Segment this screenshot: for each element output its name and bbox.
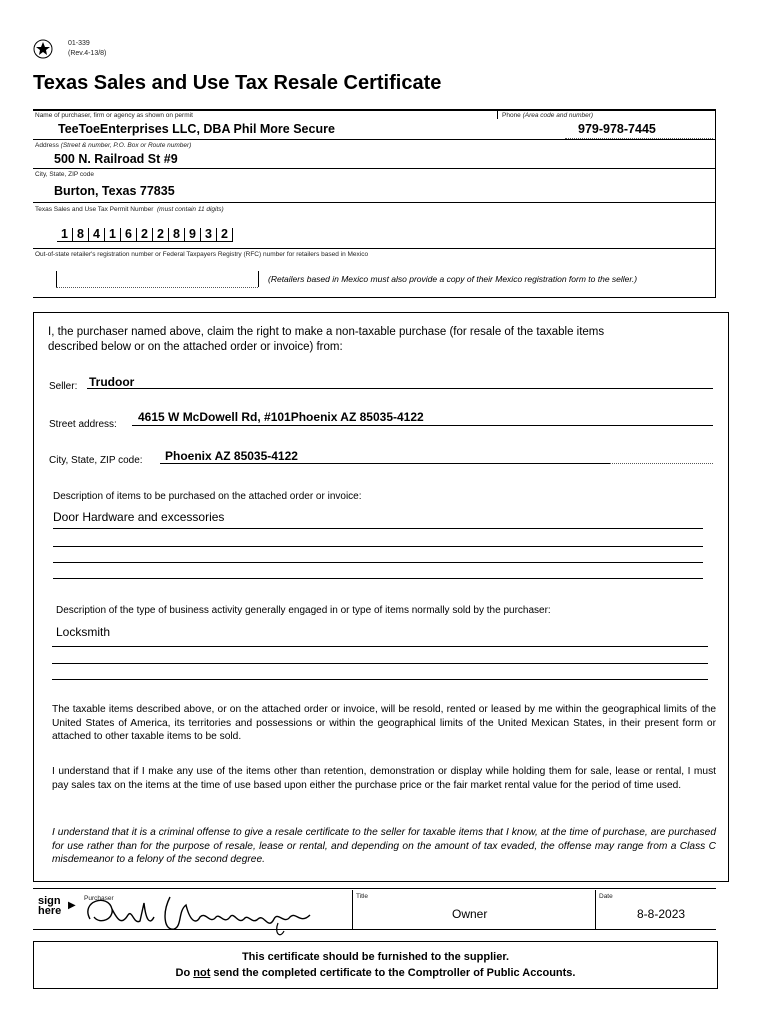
use-tax-statement: I understand that if I make any use of the items other than retention, demonstration or display while holding them for sale, lease or rental, I must pay sales tax on the items at the time of use based upon either the purchase price or the fair market rental value for the period of time used. — [52, 766, 716, 791]
claim-intro: I, the purchaser named above, claim the right to make a non-taxable purchase (for resale of the taxable items described below or on the attached order or invoice) from: — [48, 326, 605, 353]
items-label: Description of items to be purchased on the attached order or invoice: — [53, 491, 362, 502]
claim-section — [33, 312, 729, 882]
purchaser-signature-label: Purchaser — [84, 895, 114, 902]
signer-title: Owner — [452, 907, 488, 921]
title-label: Title — [356, 893, 369, 900]
address-label: Address (Street & number, P.O. Box or Route number) — [35, 142, 192, 149]
purchaser-address: 500 N. Railroad St #9 — [54, 152, 178, 166]
items-description: Door Hardware and excessories — [53, 510, 225, 524]
city-label: City, State, ZIP code — [35, 171, 95, 178]
permit-number — [57, 227, 233, 242]
permit-digit: 4 — [89, 228, 105, 242]
permit-digit: 1 — [57, 228, 73, 242]
permit-digit: 3 — [201, 228, 217, 242]
permit-digit: 2 — [153, 228, 169, 242]
permit-digit: 6 — [121, 228, 137, 242]
purchaser-signature — [78, 891, 348, 941]
purchaser-name-label: Name of purchaser, firm or agency as shown on permit — [35, 112, 193, 119]
street-label: Street address: — [49, 419, 117, 430]
permit-digit: 9 — [185, 228, 201, 242]
permit-label: Texas Sales and Use Tax Permit Number (must contain 11 digits) — [35, 206, 224, 213]
purchaser-name: TeeToeEnterprises LLC, DBA Phil More Secure — [58, 122, 335, 136]
page-title: Texas Sales and Use Tax Resale Certificate — [33, 72, 442, 94]
rfc-label: Out-of-state retailer's registration number or Federal Taxpayers Registry (RFC) number for retailers based in Mexico — [35, 251, 369, 258]
arrow-right-icon: ▶ — [68, 900, 76, 911]
comptroller-seal-icon — [33, 39, 53, 59]
criminal-offense-statement: I understand that it is a criminal offense to give a resale certificate to the seller for taxable items that I know, at the time of purchase, are purchased for use rather than for the purpose of resale, lease or rental, and depending on the amount of tax evaded, the offense may range from a Class C misdemeanor to a felony of the second degree. — [52, 827, 716, 865]
form-number: 01-339 — [68, 40, 90, 47]
footer-notice-box — [33, 941, 718, 989]
city-zip-label: City, State, ZIP code: — [49, 455, 143, 466]
permit-digit: 2 — [217, 228, 233, 242]
seller-label: Seller: — [49, 381, 78, 392]
form-revision: (Rev.4-13/8) — [68, 50, 107, 57]
rfc-note: (Retailers based in Mexico must also provide a copy of their Mexico registration form to the seller.) — [268, 274, 638, 284]
business-label: Description of the type of business activity generally engaged in or type of items normally sold by the purchaser: — [56, 605, 551, 616]
signature-date: 8-8-2023 — [637, 907, 686, 921]
purchaser-city: Burton, Texas 77835 — [54, 184, 175, 198]
permit-digit: 2 — [137, 228, 153, 242]
footer-line-2: Do not send the completed certificate to the Comptroller of Public Accounts. — [175, 967, 576, 979]
sign-here-label: sign here — [38, 895, 62, 917]
seller-city: Phoenix AZ 85035-4122 — [165, 449, 298, 463]
permit-digit: 8 — [169, 228, 185, 242]
seller-street: 4615 W McDowell Rd, #101Phoenix AZ 85035-4122 — [138, 410, 424, 424]
permit-digit: 1 — [105, 228, 121, 242]
permit-digit: 8 — [73, 228, 89, 242]
phone-label: Phone (Area code and number) — [502, 112, 594, 119]
seller-name: Trudoor — [89, 375, 135, 389]
business-description: Locksmith — [56, 625, 111, 639]
footer-line-1: This certificate should be furnished to the supplier. — [241, 951, 510, 963]
resale-statement: The taxable items described above, or on the attached order or invoice, will be resold, rented or leased by me within the geographical limits of the United States of America, its territories and possessions or within the geographical limits of the United Mexican States, in their present form or attached to other taxable items to be sold. — [52, 704, 716, 742]
date-label: Date — [599, 893, 613, 900]
purchaser-phone: 979-978-7445 — [578, 122, 656, 136]
